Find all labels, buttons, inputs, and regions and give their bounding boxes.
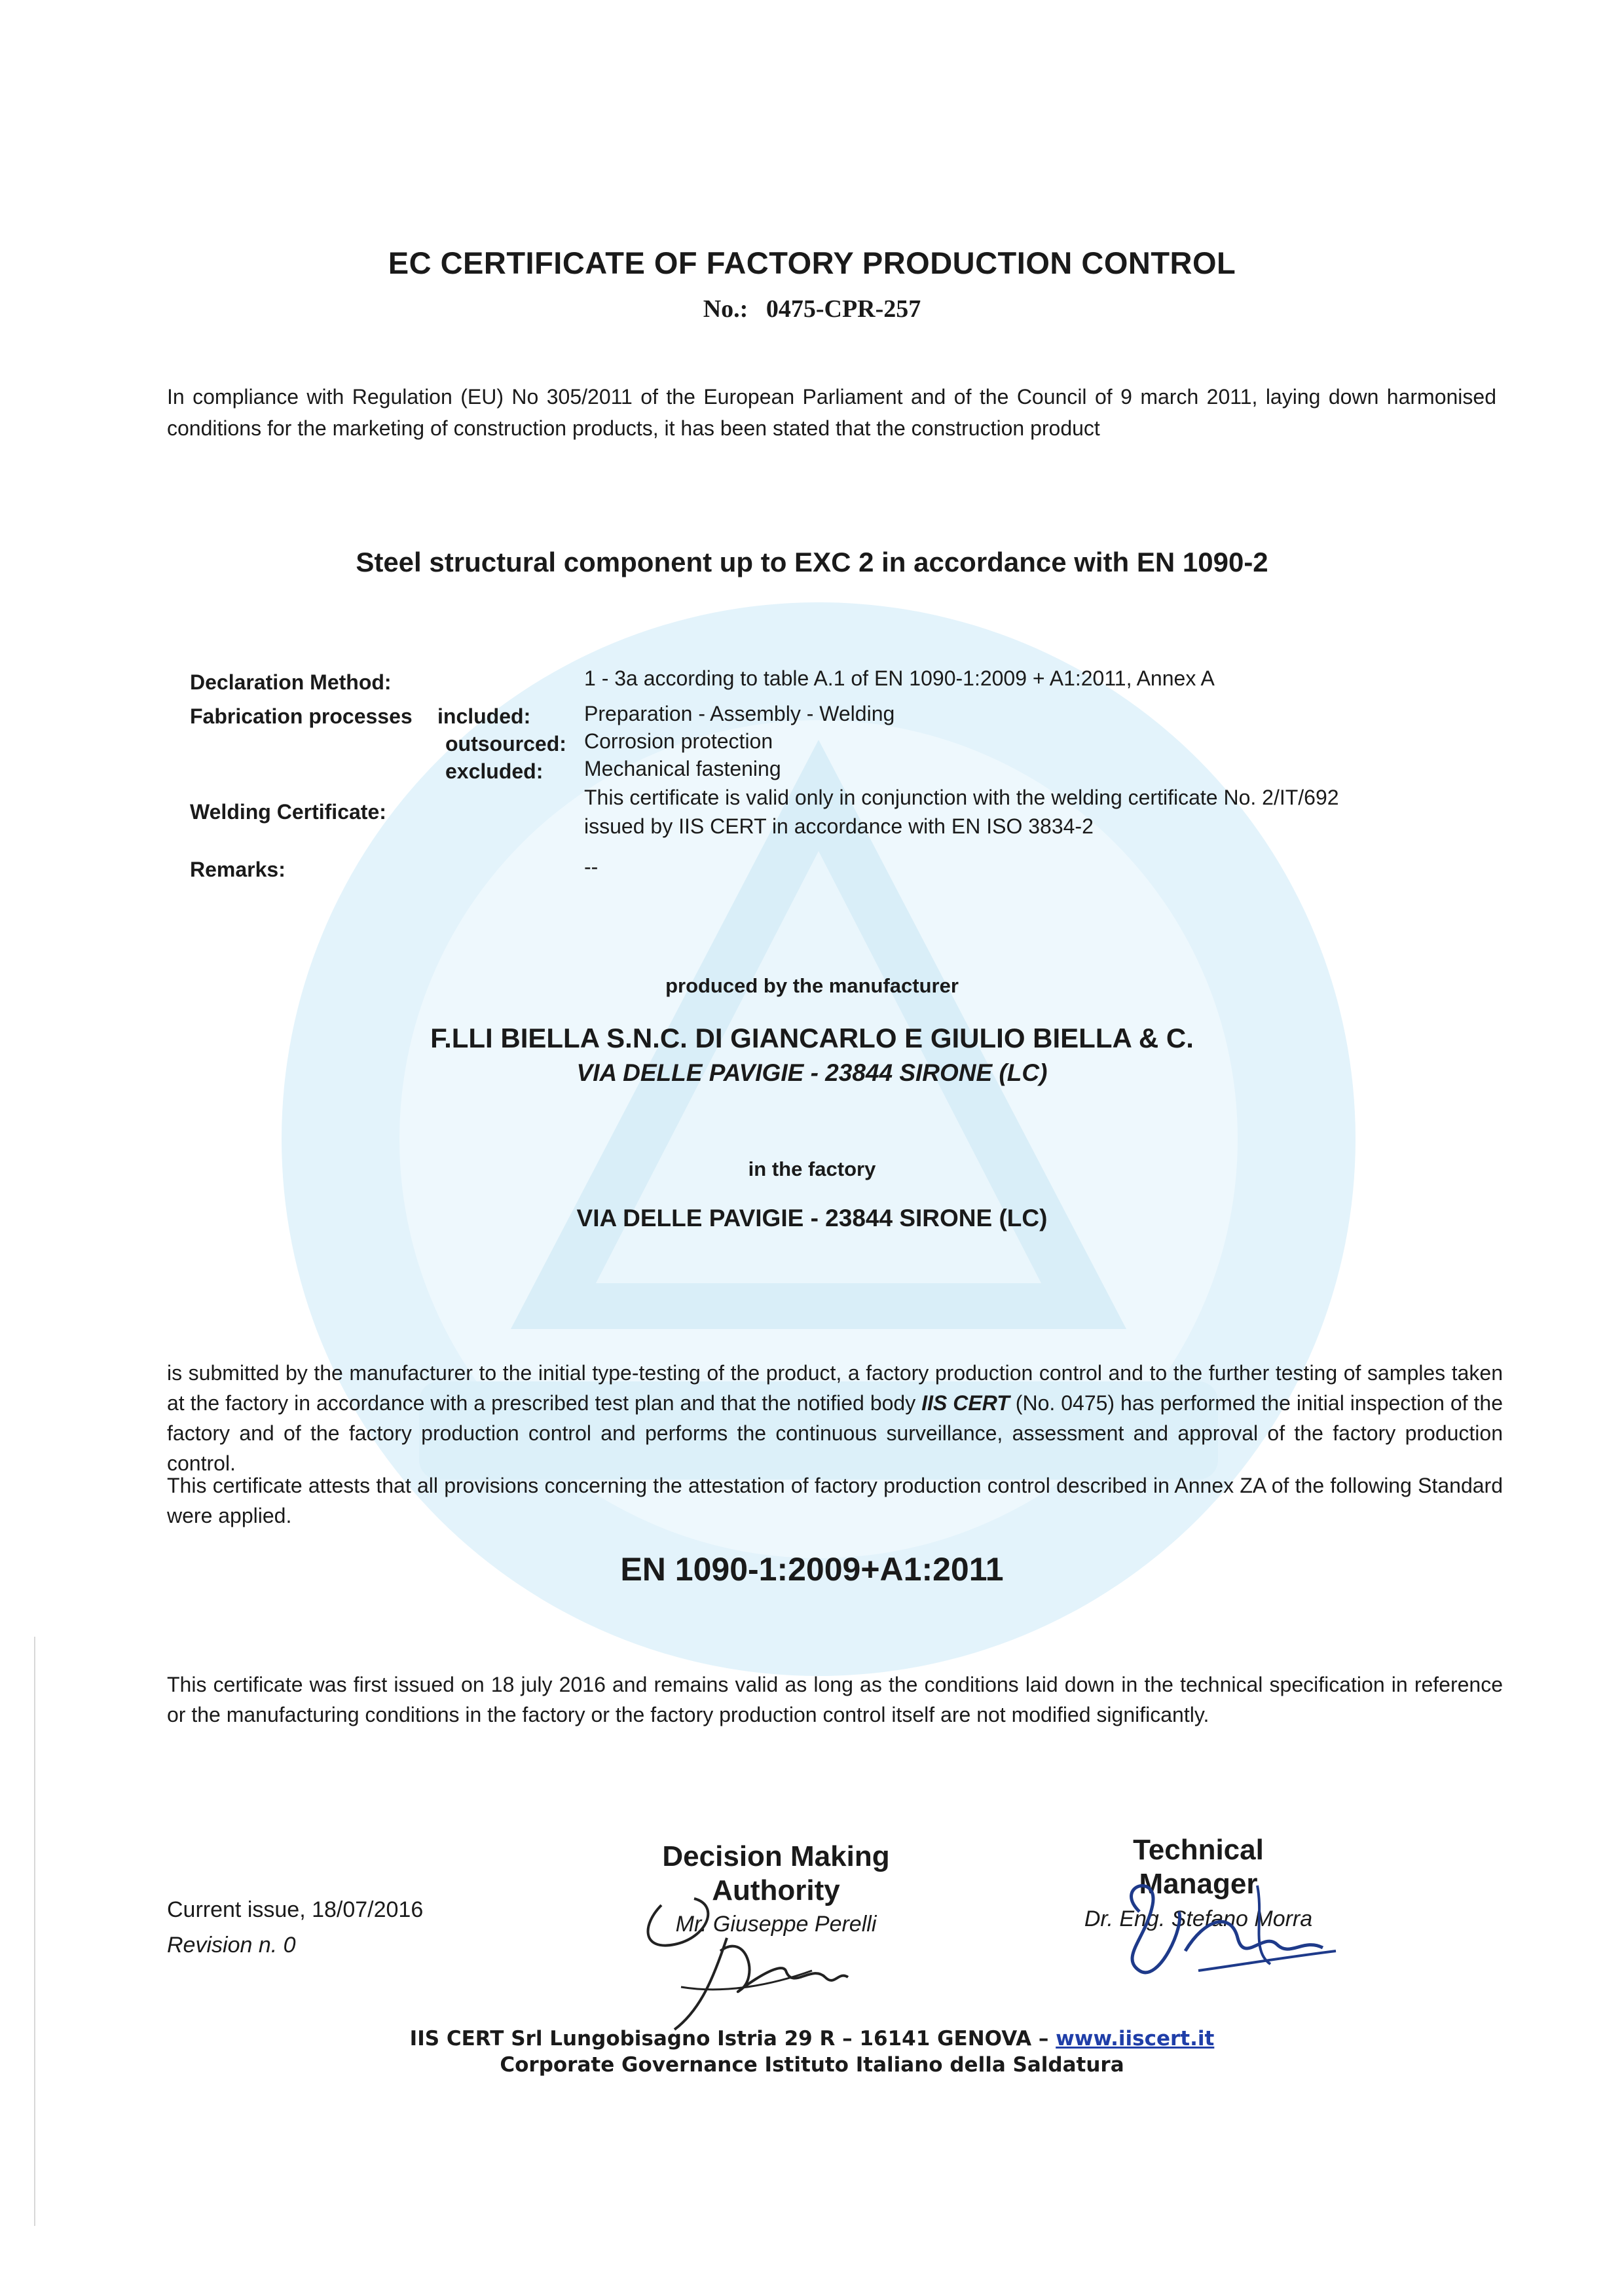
revision-number: Revision n. 0 [167,1933,296,1958]
certificate-number-label: No.: [703,295,748,323]
standard-reference: EN 1090-1:2009+A1:2011 [620,1551,1004,1588]
excluded-label: excluded: [445,759,544,783]
fabrication-processes-label: Fabrication processes [190,704,413,728]
included-value: Preparation - Assembly - Welding [584,702,895,725]
included-label: included: [437,704,531,728]
scan-edge-line [34,1637,35,2226]
technical-title-line2: Manager [1139,1868,1258,1900]
technical-title-line1: Technical [1133,1834,1264,1866]
website-link[interactable]: www.iiscert.it [1056,2027,1215,2050]
decision-title-line2: Authority [712,1874,840,1906]
footer-address-text: IIS CERT Srl Lungobisagno Istria 29 R – 16141 GENOVA – [409,2027,1056,2050]
technical-signature-scribble [1100,1872,1349,1990]
technical-signatory-name: Dr. Eng. Stefano Morra [1084,1906,1313,1931]
issue-info [167,1892,423,1963]
factory-lead: in the factory [748,1157,876,1180]
remarks-label: Remarks: [190,858,286,881]
inspection-paragraph-start: is submitted by the manufacturer to the initial type-testing of the product, a factory production control and to the further testing of samples taken at the factory in accordance with a prescribed test plan and that the notified body [167,1361,1503,1415]
welding-certificate-value-2: issued by IIS CERT in accordance with EN ISO 3834-2 [584,814,1094,838]
certificate-number: 0475-CPR-257 [766,295,921,323]
declaration-method-value: 1 - 3a according to table A.1 of EN 1090-1:2009 + A1:2011, Annex A [584,666,1215,690]
product-description: Steel structural component up to EXC 2 in accordance with EN 1090-2 [356,547,1268,577]
excluded-value: Mechanical fastening [584,757,781,780]
manufacturer-name: F.LLI BIELLA S.N.C. DI GIANCARLO E GIULIO BIELLA & C. [430,1023,1194,1053]
certificate-title: EC CERTIFICATE OF FACTORY PRODUCTION CONTROL [388,246,1236,280]
manufacturer-lead: produced by the manufacturer [665,974,959,997]
inspection-paragraph-end: (No. 0475) has performed the initial inspection of the factory and of the factory production control and performs the continuous surveillance, assessment and approval of the factory production control. [167,1391,1504,1475]
validity-paragraph: This certificate was first issued on 18 july 2016 and remains valid as long as the conditions laid down in the technical specification in reference or the manufacturing conditions in the factory or the factory production control itself are not modified significantly. [167,1673,1503,1726]
certificate-number-row [0,295,1624,323]
manufacturer-address: VIA DELLE PAVIGIE - 23844 SIRONE (LC) [576,1059,1048,1086]
current-issue: Current issue, 18/07/2016 [167,1897,424,1922]
footer-governance: Corporate Governance Istituto Italiano della Saldatura [500,2053,1124,2077]
decision-signature-scribble [616,1879,930,2036]
decision-title-line1: Decision Making [662,1840,890,1872]
welding-certificate-value-1: This certificate is valid only in conjunction with the welding certificate No. 2/IT/692 [584,786,1339,809]
outsourced-label: outsourced: [445,732,566,756]
factory-address: VIA DELLE PAVIGIE - 23844 SIRONE (LC) [576,1205,1048,1231]
footer-address [0,2027,1624,2050]
decision-signatory-name: Mr. Giuseppe Perelli [675,1912,877,1937]
declaration-method-label: Declaration Method: [190,670,392,694]
iis-logo-watermark [144,576,1493,1702]
notified-body-name: IIS CERT [921,1391,1010,1415]
intro-paragraph: In compliance with Regulation (EU) No 305/2011 of the European Parliament and of the Council of 9 march 2011, laying down harmonised conditions for the marketing of construction products, it has been stated that the construction product [167,385,1496,440]
remarks-value: -- [584,855,599,879]
attestation-paragraph: This certificate attests that all provisions concerning the attestation of factory production control described in Annex ZA of the following Standard were applied. [167,1474,1503,1527]
welding-certificate-label: Welding Certificate: [190,800,386,824]
outsourced-value: Corrosion protection [584,729,773,753]
inspection-paragraph [167,1358,1503,1478]
